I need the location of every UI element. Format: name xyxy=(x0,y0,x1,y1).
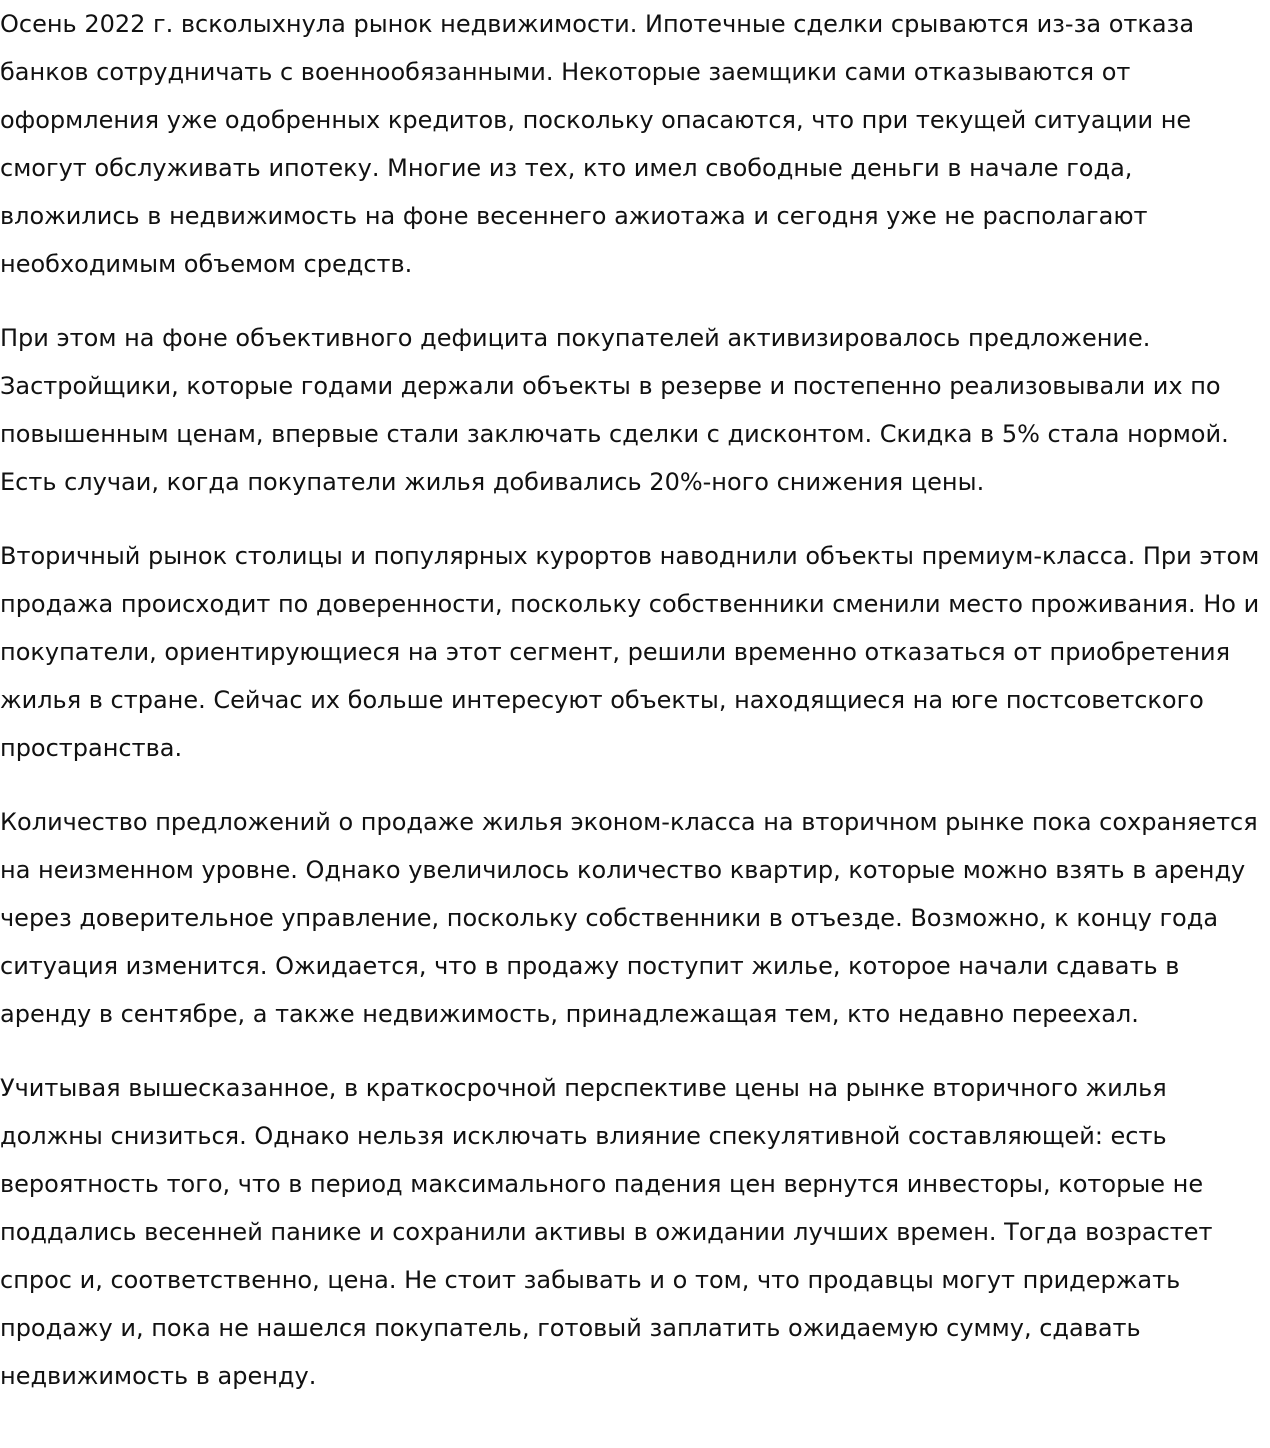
paragraph-developer-discounts: При этом на фоне объективного дефицита покупателей активизировалось предложение. Застройщики, которые годами держали объекты в резерве и постепенно реализовывали их по повышенным ценам, впервые стали заключать сделки с дисконтом. Скидка в 5% стала нормой. Есть случаи, когда покупатели жилья добивались 20%-ного снижения цены. xyxy=(0,324,1229,496)
paragraph-premium-secondary: Вторичный рынок столицы и популярных курортов наводнили объекты премиум-класса. При этом продажа происходит по доверенности, поскольку собственники сменили место проживания. Но и покупатели, ориентирующиеся на этот сегмент, решили временно отказаться от приобретения жилья в стране. Сейчас их больше интересуют объекты, находящиеся на юге постсоветского пространства. xyxy=(0,542,1260,762)
paragraph-price-outlook: Учитывая вышесказанное, в краткосрочной перспективе цены на рынке вторичного жилья должны снизиться. Однако нельзя исключать влияние спекулятивной составляющей: есть вероятность того, что в период максимального падения цен вернутся инвесторы, которые не поддались весенней панике и сохранили активы в ожидании лучших времен. Тогда возрастет спрос и, соответственно, цена. Не стоит забывать и о том, что продавцы могут придержать продажу и, пока не нашелся покупатель, готовый заплатить ожидаемую сумму, сдавать недвижимость в аренду. xyxy=(0,1074,1213,1390)
paragraph-autumn-market: Осень 2022 г. всколыхнула рынок недвижимости. Ипотечные сделки срываются из-за отказа банков сотрудничать с военнообязанными. Некоторые заемщики сами отказываются от оформления уже одобренных кредитов, поскольку опасаются, что при текущей ситуации не смогут обслуживать ипотеку. Многие из тех, кто имел свободные деньги в начале года, вложились в недвижимость на фоне весеннего ажиотажа и сегодня уже не располагают необходимым объемом средств. xyxy=(0,10,1195,278)
paragraph-economy-class: Количество предложений о продаже жилья эконом-класса на вторичном рынке пока сохраняется на неизменном уровне. Однако увеличилось количество квартир, которые можно взять в аренду через доверительное управление, поскольку собственники в отъезде. Возможно, к концу года ситуация изменится. Ожидается, что в продажу поступит жилье, которое начали сдавать в аренду в сентябре, а также недвижимость, принадлежащая тем, кто недавно переехал. xyxy=(0,808,1258,1028)
